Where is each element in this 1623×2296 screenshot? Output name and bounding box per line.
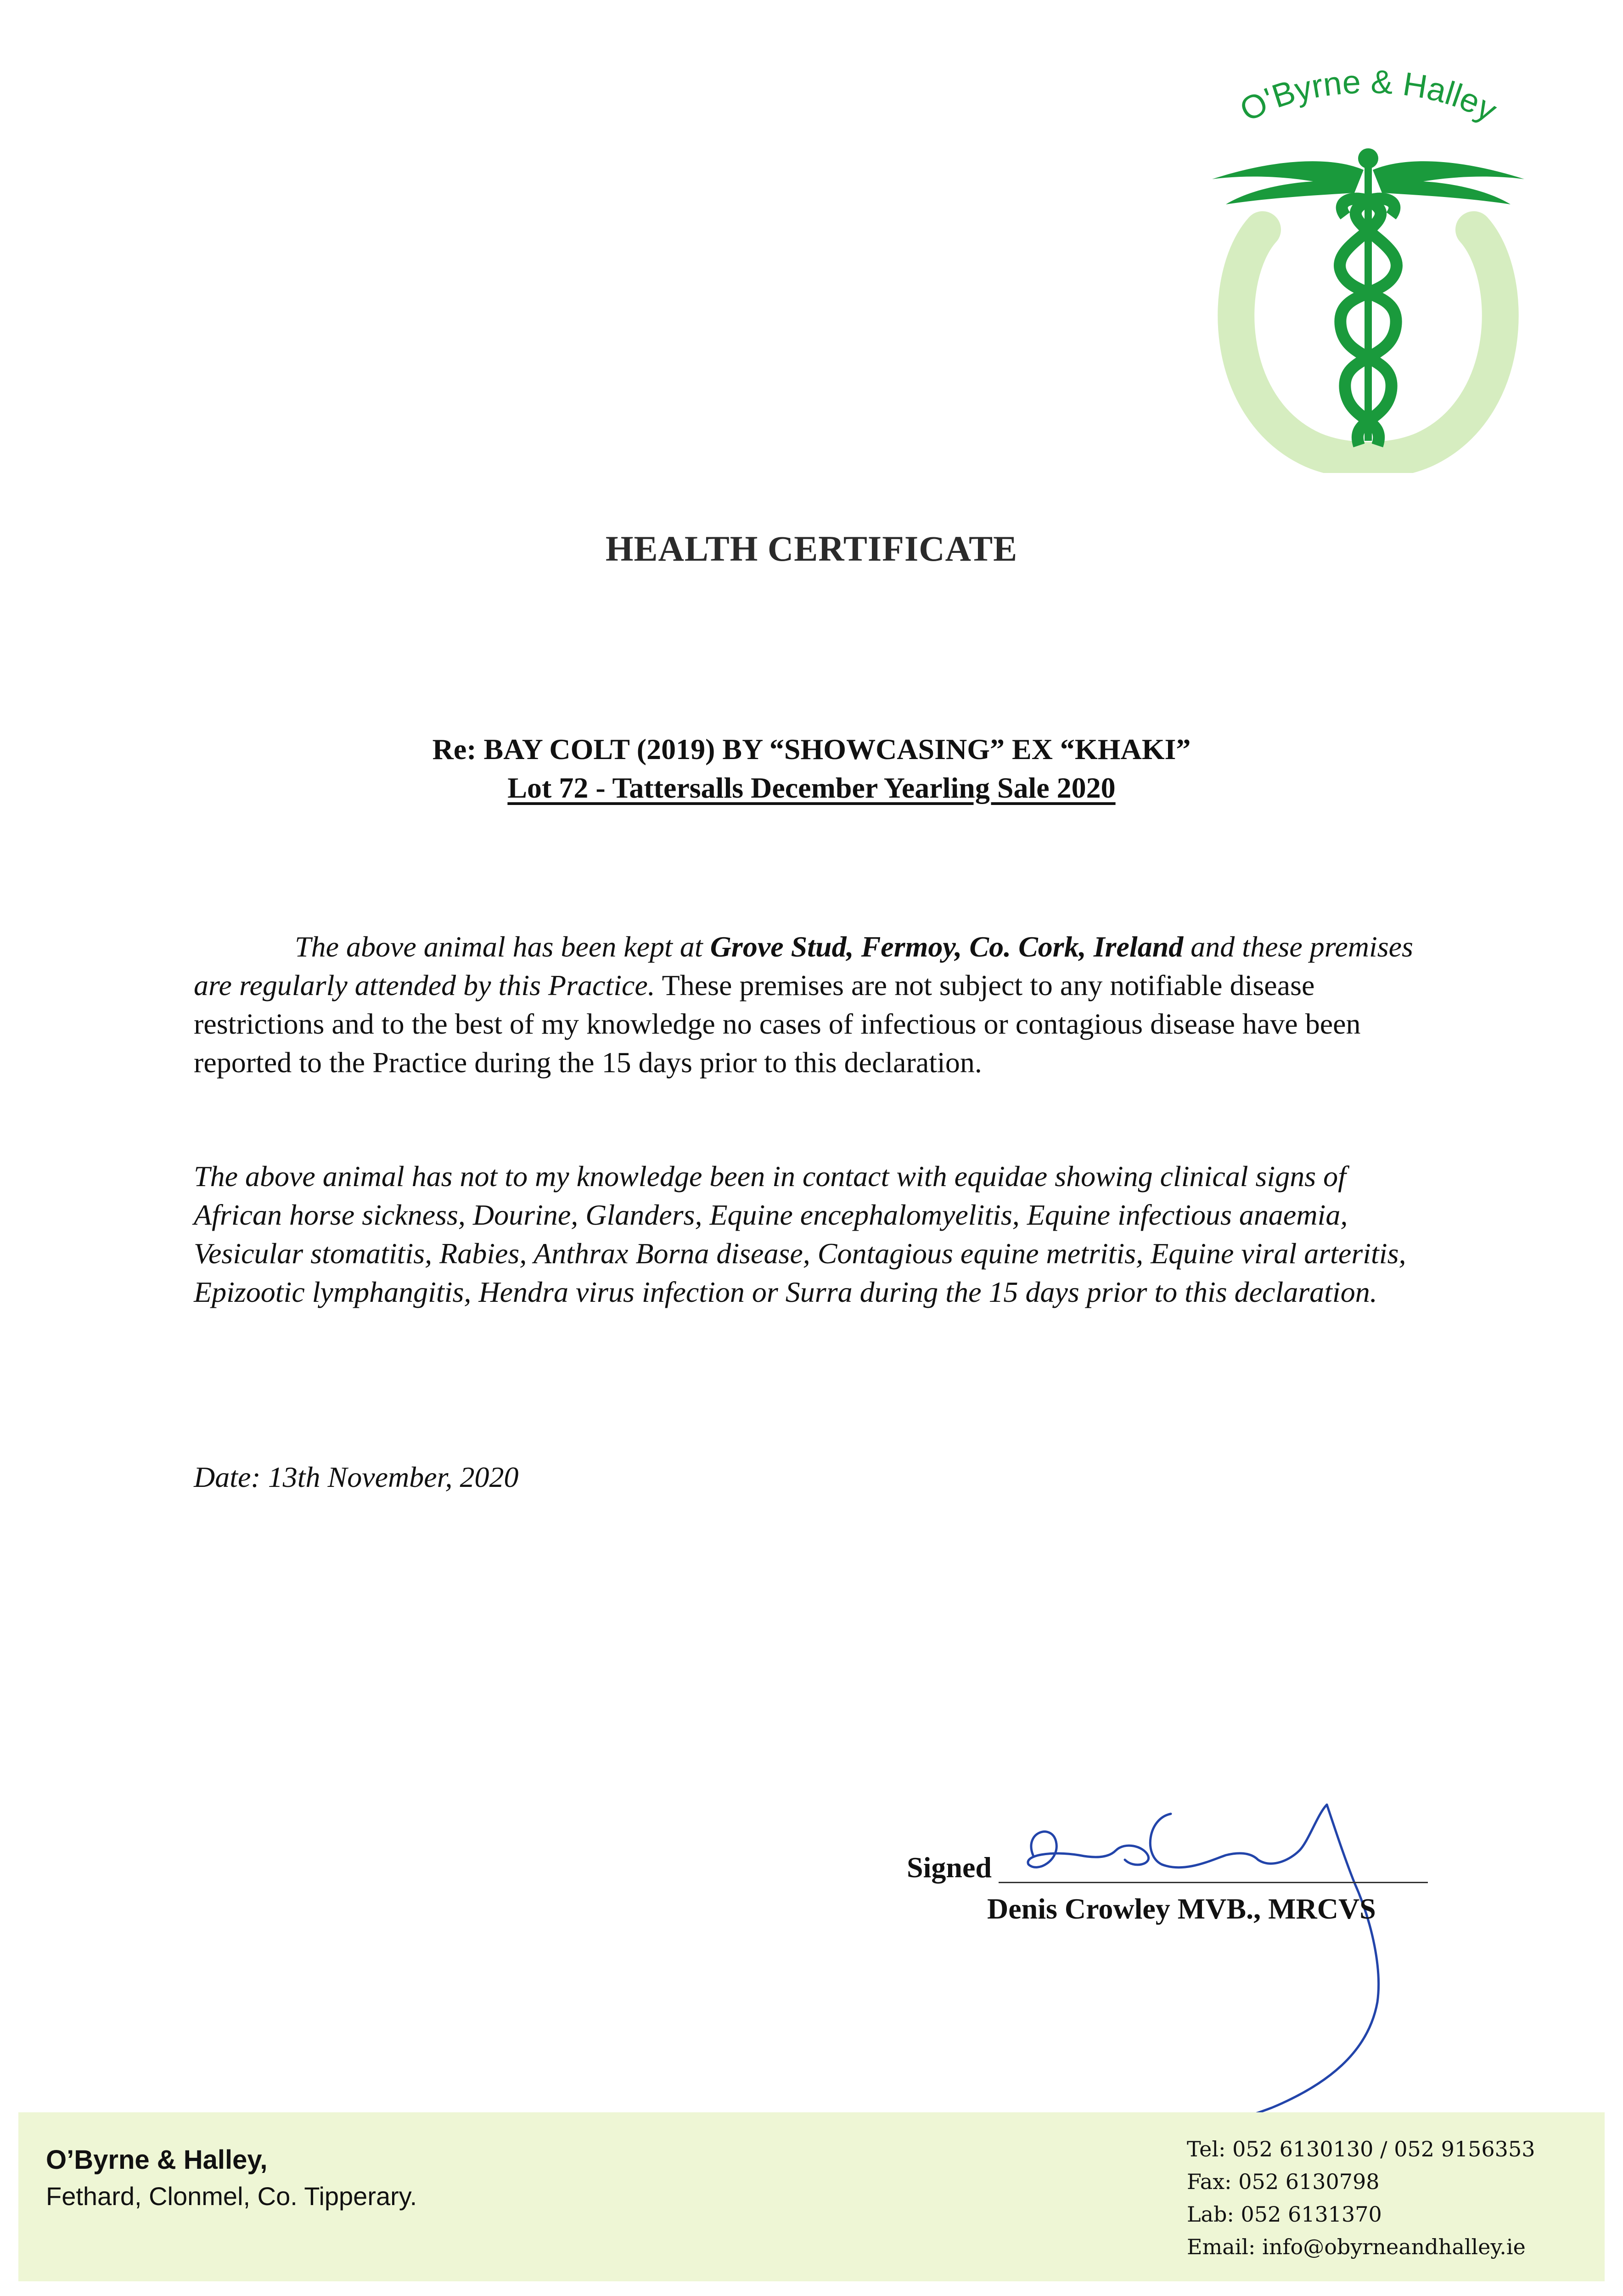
signer-name: Denis Crowley MVB., MRCVS (987, 1892, 1376, 1925)
lot-line: Lot 72 - Tattersalls December Yearling Sale 2020 (507, 771, 1116, 804)
practice-logo (1194, 60, 1543, 473)
signature-line (999, 1882, 1428, 1883)
signed-label: Signed (907, 1851, 992, 1884)
caduceus-horseshoe-icon (1194, 60, 1543, 473)
footer-contact (1187, 2133, 1535, 2263)
footer (18, 2112, 1605, 2281)
subject-line: Re: BAY COLT (2019) BY “SHOWCASING” EX “KHAKI” (432, 733, 1191, 765)
footer-email[interactable]: Email: info@obyrneandhalley.ie (1187, 2234, 1526, 2259)
footer-tel: Tel: 052 6130130 / 052 9156353 (1187, 2137, 1535, 2161)
footer-fax: Fax: 052 6130798 (1187, 2169, 1380, 2194)
logo-text: O'Byrne & Halley (1234, 63, 1503, 129)
footer-practice-name: O’Byrne & Halley, (46, 2145, 268, 2175)
p1-rest: These premises are not subject to any notifiable disease restrictions and to the best of my knowledge no cases of infectious or contagious disease have been reported to the Practice during the 15 days prior to this declaration. (194, 969, 1361, 1079)
p1-intro: The above animal has been kept at (295, 930, 710, 963)
p1-premises: Grove Stud, Fermoy, Co. Cork, Ireland (710, 930, 1184, 963)
svg-text:O'Byrne & Halley (1234, 63, 1503, 129)
declaration-date: Date: 13th November, 2020 (194, 1461, 519, 1493)
paragraph-premises (194, 928, 1433, 1082)
subject-block (0, 730, 1623, 807)
paragraph-diseases: The above animal has not to my knowledge been in contact with equidae showing clinical signs of African horse sickness, Dourine, Glanders, Equine encephalomyelitis, Equine infectious anaemia, Vesicular stomatitis, Rabies, Anthrax Borna disease, Contagious equine metritis, Equine viral arteritis, Epizootic lymphangitis, Hendra virus infection or Surra during the 15 days prior to this declaration. (194, 1160, 1406, 1308)
handwritten-signature (996, 1786, 1483, 2135)
p1-attended: and these premises are regularly attended by this Practice. (194, 930, 1413, 1002)
page-title: HEALTH CERTIFICATE (605, 529, 1018, 568)
footer-lab: Lab: 052 6131370 (1187, 2202, 1382, 2227)
footer-address: Fethard, Clonmel, Co. Tipperary. (46, 2182, 417, 2211)
